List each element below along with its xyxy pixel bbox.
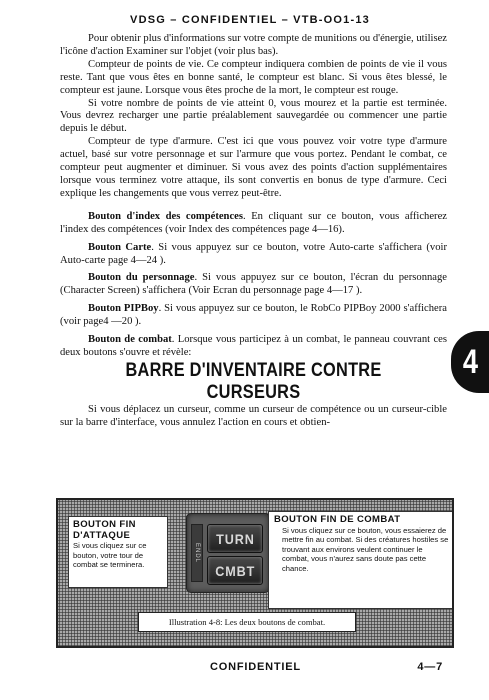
- map-button-description: [60, 242, 447, 268]
- skilldex-button-description: [60, 211, 447, 237]
- panel-side-strip: [191, 524, 203, 582]
- combat-button-panel: [186, 513, 270, 593]
- body-text: [60, 33, 447, 430]
- skilldex-button-text: . En cliquant sur ce bouton, vous afficherez l'index des compétences (voir Index des compétences page 4—16).: [60, 210, 447, 235]
- combat-button-description: [60, 334, 447, 360]
- panel-side-label: ENDL: [194, 542, 200, 563]
- end-combat-button-label: CMBT: [215, 562, 255, 579]
- paragraph: Si votre nombre de points de vie atteint 0, vous mourez et la partie est terminée. Vous devrez recharger une partie préalablement sauvegardée ou commencer une partie depuis le début.: [60, 97, 447, 135]
- paragraph: Compteur de type d'armure. C'est ici que vous pouvez voir votre type d'armure actuel, basé sur votre personnage et sur l'armure que vous portez. Pendant le combat, ce compteur peut augmenter et diminuer. Si vous avez des points d'action supplémentaires lorsque vous terminez votre attaque, ils sont convertis en bonus de type d'armure. Ceci explique les changements que vous verrez peut-être.: [60, 136, 447, 199]
- page-number: 4—7: [417, 661, 443, 673]
- skilldex-button-label: Bouton d'index des compétences: [88, 210, 243, 222]
- pipboy-button-label: Bouton PIPBoy: [88, 303, 159, 315]
- end-turn-callout-text: Si vous cliquez sur ce bouton, votre tour de combat se terminera.: [73, 541, 147, 570]
- character-button-label: Bouton du personnage: [88, 272, 195, 284]
- map-button-label: Bouton Carte: [88, 241, 152, 253]
- page-header: VDSG – CONFIDENTIEL – VTB-OO1-13: [130, 14, 370, 26]
- pipboy-button-description: [60, 303, 447, 329]
- end-turn-callout: [68, 516, 168, 588]
- figure-caption: Illustration 4-8: Les deux boutons de combat.: [138, 612, 356, 632]
- end-turn-button[interactable]: [207, 524, 263, 553]
- end-combat-button[interactable]: [207, 556, 263, 585]
- chapter-tab: [451, 331, 489, 393]
- map-button-text: . Si vous appuyez sur ce bouton, votre Auto-carte s'affichera (voir Auto-carte page 4—24 ).: [60, 241, 447, 266]
- combat-button-label: Bouton de combat: [88, 334, 172, 346]
- character-button-text: . Si vous appuyez sur ce bouton, l'écran du personnage (Character Screen) s'affichera (Voir Ecran du personnage page 4—17 ).: [60, 272, 447, 297]
- combat-button-text: . Lorsque vous participez à un combat, le panneau couvrant ces deux boutons s'ouvre et révèle:: [60, 334, 447, 358]
- end-turn-callout-title: BOUTON FIN D'ATTAQUE: [73, 519, 136, 541]
- section-title: BARRE D'INVENTAIRE CONTRE CURSEURS: [125, 359, 382, 403]
- end-combat-callout-title: BOUTON FIN DE COMBAT: [274, 514, 401, 525]
- end-combat-callout: [268, 511, 454, 609]
- paragraph: Compteur de points de vie. Ce compteur indiquera combien de points de vie il vous reste. Tant que vous êtes en bonne santé, le compteur est blanc. Si vous êtes blessé, le compteur est jaune. Lorsque vous êtes proche de la mort, le compteur est rouge.: [60, 58, 447, 96]
- pipboy-button-text: . Si vous appuyez sur ce bouton, le RobCo PIPBoy 2000 s'affichera (voir page4 —20 ).: [60, 303, 447, 328]
- chapter-tab-number: 4: [462, 342, 478, 381]
- character-button-description: [60, 272, 447, 298]
- section-paragraph: Si vous déplacez un curseur, comme un curseur de compétence ou un curseur-cible sur la barre d'interface, vous annulez l'action en cours et obtien-: [60, 403, 447, 428]
- end-turn-button-label: TURN: [215, 530, 255, 547]
- end-combat-callout-text: Si vous cliquez sur ce bouton, vous essaierez de mettre fin au combat. Si des créatures hostiles se trouvant aux environs veulent continuer le combat, vous n'aurez sans doute pas cette chance.: [282, 525, 449, 573]
- combat-buttons-illustration: [56, 498, 454, 648]
- paragraph: Pour obtenir plus d'informations sur votre compte de munitions ou d'énergie, utilisez l'icône d'action Examiner sur l'objet (voir plus bas).: [60, 33, 447, 57]
- footer-confidential: CONFIDENTIEL: [210, 661, 301, 673]
